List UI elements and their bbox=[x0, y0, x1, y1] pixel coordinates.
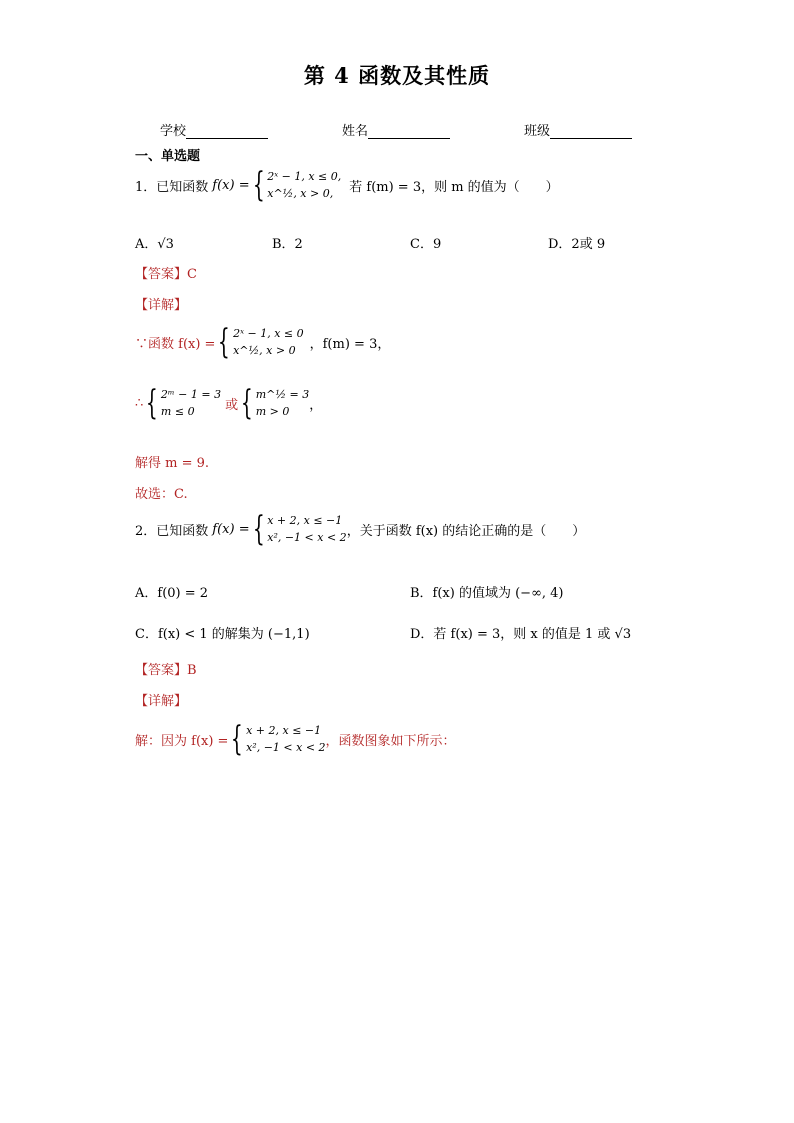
q1-step1-brace: { bbox=[218, 322, 231, 362]
q1-step2 bbox=[135, 383, 323, 423]
q1-tail: 若 f(m) = 3，则 m 的值为（ ） bbox=[349, 179, 559, 195]
q2-step1-brace: { bbox=[231, 719, 244, 759]
q1-option-a: A．√3 bbox=[135, 237, 174, 252]
q2-answer: 【答案】B bbox=[135, 663, 197, 678]
q1-brace: { bbox=[252, 165, 265, 205]
class-blank bbox=[550, 125, 632, 139]
q2-option-b: B．f(x) 的值域为 (−∞, 4) bbox=[410, 586, 564, 601]
q1-step2-brace-a: { bbox=[146, 383, 159, 423]
q2-stem bbox=[135, 509, 586, 549]
q1-case2: x^½, x > 0, bbox=[267, 187, 334, 200]
q2-option-d: D．若 f(x) = 3，则 x 的值是 1 或 √3 bbox=[410, 627, 632, 642]
q1-answer: 【答案】C bbox=[135, 267, 197, 282]
q2-step1-pre: 解：因为 f(x) = bbox=[135, 733, 229, 749]
q1-step2-post: ， bbox=[309, 397, 323, 413]
q1-step2-a2: m ≤ 0 bbox=[160, 405, 195, 418]
name-label: 姓名 bbox=[342, 124, 369, 139]
q2-option-a: A．f(0) = 2 bbox=[135, 586, 209, 601]
q1-step2-brace-b: { bbox=[240, 383, 253, 423]
q2-case1: x + 2, x ≤ −1 bbox=[267, 514, 343, 527]
q2-step1-post: ，函数图象如下所示： bbox=[325, 733, 456, 749]
q2-step1 bbox=[135, 719, 456, 759]
q1-step1-case2: x^½, x > 0 bbox=[233, 344, 296, 357]
q1-step2-b1: m^½ = 3 bbox=[255, 388, 310, 401]
q2-number: 2．已知函数 bbox=[135, 523, 209, 539]
school-label: 学校 bbox=[160, 124, 187, 139]
q1-step2-cases-a bbox=[161, 386, 221, 420]
q1-step1-pre: ∵函数 f(x) = bbox=[135, 336, 216, 352]
q2-step1-case2: x², −1 < x < 2 bbox=[246, 741, 326, 754]
q2-case2: x², −1 < x < 2 bbox=[267, 531, 347, 544]
school-field bbox=[160, 120, 268, 139]
q1-step1 bbox=[135, 322, 391, 362]
class-label: 班级 bbox=[524, 124, 551, 139]
q1-case1: 2ˣ − 1, x ≤ 0, bbox=[267, 170, 342, 183]
q1-step4: 故选：C. bbox=[135, 487, 188, 502]
q1-option-c: C．9 bbox=[410, 237, 442, 252]
q1-number: 1．已知函数 bbox=[135, 179, 209, 195]
page-title: 第 4 函数及其性质 bbox=[303, 63, 491, 88]
q1-detail: 【详解】 bbox=[135, 298, 188, 313]
name-blank bbox=[368, 125, 450, 139]
q1-step2-a1: 2ᵐ − 1 = 3 bbox=[160, 388, 222, 401]
q1-stem bbox=[135, 165, 559, 205]
q2-step1-cases bbox=[246, 722, 325, 756]
q2-tail: ，关于函数 f(x) 的结论正确的是（ ） bbox=[346, 523, 586, 539]
q1-step1-case1: 2ˣ − 1, x ≤ 0 bbox=[233, 327, 304, 340]
q1-step1-cases bbox=[233, 325, 304, 359]
q2-option-c: C．f(x) < 1 的解集为 (−1,1) bbox=[135, 627, 310, 642]
q1-step3: 解得 m = 9. bbox=[135, 456, 210, 471]
q1-step2-pre: ∴ bbox=[135, 395, 144, 411]
q2-cases bbox=[267, 512, 346, 546]
section-heading: 一、单选题 bbox=[135, 149, 201, 164]
q1-cases bbox=[267, 168, 341, 202]
q1-option-d: D．2或 9 bbox=[548, 237, 606, 252]
q1-step1-post: ，f(m) = 3， bbox=[309, 336, 391, 352]
q1-step2-b2: m > 0 bbox=[255, 405, 290, 418]
q2-fx: f(x) = bbox=[212, 521, 250, 537]
q1-fx: f(x) = bbox=[212, 177, 250, 193]
class-field bbox=[524, 120, 632, 139]
q2-brace: { bbox=[252, 509, 265, 549]
name-field bbox=[342, 120, 450, 139]
q1-option-b: B．2 bbox=[272, 237, 303, 252]
q2-step1-case1: x + 2, x ≤ −1 bbox=[246, 724, 322, 737]
q1-step2-cases-b bbox=[256, 386, 310, 420]
school-blank bbox=[186, 125, 268, 139]
q1-step2-or: 或 bbox=[225, 397, 239, 413]
q2-detail: 【详解】 bbox=[135, 694, 188, 709]
